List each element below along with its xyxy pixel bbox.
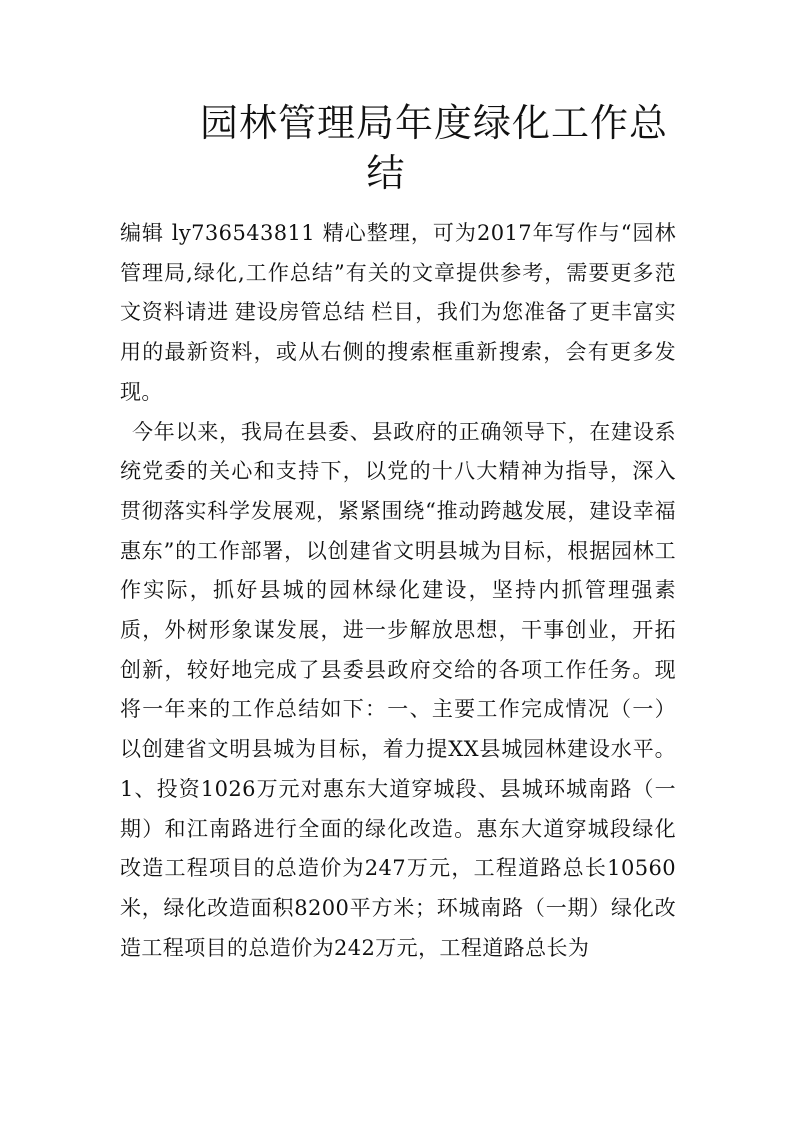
intro-text-before-link: 编辑 ly736543811 精心整理，可为2017年写作与“园林管理局,绿化,工作总结”有关的文章提供参考，需要更多范文资料请进 (120, 221, 676, 325)
intro-text-after-link: 栏目，我们为您准备了更丰富实用的最新资料，或从右侧的搜索框重新搜索，会有更多发现。 (120, 300, 676, 404)
document-title (200, 98, 670, 198)
category-link[interactable]: 建设房管总结 (234, 300, 366, 325)
title-line-1: 园林管理局年度绿化工作总 (200, 101, 669, 145)
title-line-2: 结 (366, 151, 406, 195)
intro-paragraph (120, 214, 676, 413)
document-body (120, 214, 676, 968)
body-paragraph: 今年以来，我局在县委、县政府的正确领导下，在建设系统党委的关心和支持下，以党的十八大精神为指导，深入贯彻落实科学发展观，紧紧围绕“推动跨越发展，建设幸福惠东”的工作部署，以创建省文明县城为目标，根据园林工作实际，抓好县城的园林绿化建设，坚持内抓管理强素质，外树形象谋发展，进一步解放思想，干事创业，开拓创新，较好地完成了县委县政府交给的各项工作任务。现将一年来的工作总结如下：一、主要工作完成情况（一）以创建省文明县城为目标，着力提XX县城园林建设水平。1、投资1026万元对惠东大道穿城段、县城环城南路（一期）和江南路进行全面的绿化改造。惠东大道穿城段绿化改造工程项目的总造价为247万元，工程道路总长10560米，绿化改造面积8200平方米；环城南路（一期）绿化改造工程项目的总造价为242万元，工程道路总长为 (120, 419, 676, 960)
